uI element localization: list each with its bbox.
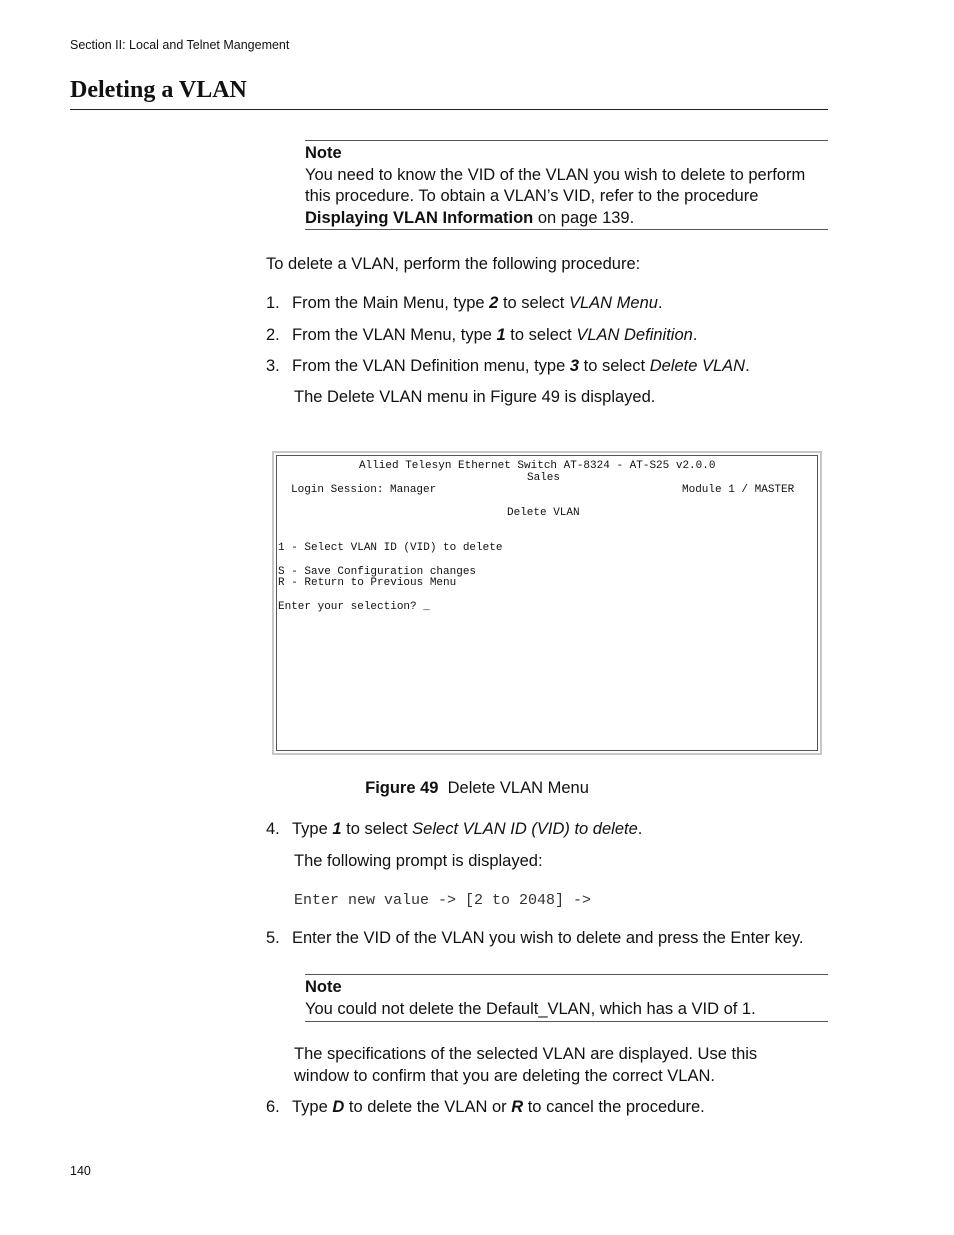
terminal-option-select-vid: 1 - Select VLAN ID (VID) to delete [278,542,503,554]
running-header: Section II: Local and Telnet Mangement [70,38,290,52]
step-3-result: The Delete VLAN menu in Figure 49 is displayed. [294,388,656,406]
step-2: 2. From the VLAN Menu, type 1 to select VLAN Definition. [266,326,698,344]
menu-target: VLAN Definition [576,326,693,344]
key-label: 3 [569,357,580,375]
note-label: Note [305,144,342,162]
terminal-screenshot [272,451,822,755]
step-5: 5. Enter the VID of the VLAN you wish to delete and press the Enter key. [266,929,804,947]
note-line: You could not delete the Default_VLAN, which has a VID of 1. [305,999,756,1018]
step-4-result: The following prompt is displayed: [294,852,543,870]
terminal-banner: Allied Telesyn Ethernet Switch AT-8324 - AT-S25 v2.0.0 [359,460,716,472]
specifications-text: The specifications of the selected VLAN are displayed. Use this window to confirm that you are deleting the correct VLAN. [294,1045,758,1085]
note-line [305,208,828,230]
figure-caption [0,779,954,798]
step-number: 1. [266,294,280,312]
page-number: 140 [70,1164,91,1178]
note-box-default-vlan [305,974,828,1022]
terminal-system-name: Sales [527,472,561,484]
step-number: 3. [266,357,280,375]
step-6: 6. Type D to delete the VLAN or R to cancel the procedure. [266,1098,705,1116]
note-label: Note [305,978,342,996]
terminal-option-return: R - Return to Previous Menu [278,577,457,589]
key-label: R [511,1098,524,1116]
figure-label: Figure 49 [365,779,439,797]
note-line: You need to know the VID of the VLAN you wish to delete to perform [305,165,806,184]
menu-target: Delete VLAN [649,357,746,375]
prompt-code-sample: Enter new value -> [2 to 2048] -> [294,892,592,909]
key-label: D [332,1098,345,1116]
step-number: 4. [266,820,280,838]
key-label: 1 [496,326,506,344]
title-divider [70,109,828,110]
menu-target: VLAN Menu [568,294,658,312]
step-1: 1. From the Main Menu, type 2 to select VLAN Menu. [266,294,663,312]
figure-title: Delete VLAN Menu [447,779,589,797]
terminal-session: Login Session: Manager [291,484,437,496]
terminal-window [276,455,818,751]
page-title: Deleting a VLAN [70,77,247,103]
note-page-ref: on page 139. [533,208,635,227]
note-box-vid [305,140,828,230]
cross-reference-link[interactable]: Displaying VLAN Information [305,208,534,227]
key-label: 2 [489,294,499,312]
key-label: 1 [332,820,342,838]
step-number: 6. [266,1098,280,1116]
terminal-module: Module 1 / MASTER [682,484,795,496]
note-line: this procedure. To obtain a VLAN’s VID, refer to the procedure [305,187,759,205]
menu-target: Select VLAN ID (VID) to delete [412,820,638,838]
step-4: 4. Type 1 to select Select VLAN ID (VID) to delete. [266,820,643,838]
intro-text: To delete a VLAN, perform the following procedure: [266,255,641,273]
step-number: 5. [266,929,280,947]
terminal-menu-title: Delete VLAN [507,507,580,519]
step-3: 3. From the VLAN Definition menu, type 3 to select Delete VLAN. [266,357,750,375]
step-number: 2. [266,326,280,344]
terminal-option-save: S - Save Configuration changes [278,566,477,578]
terminal-prompt: Enter your selection? _ [278,601,430,613]
